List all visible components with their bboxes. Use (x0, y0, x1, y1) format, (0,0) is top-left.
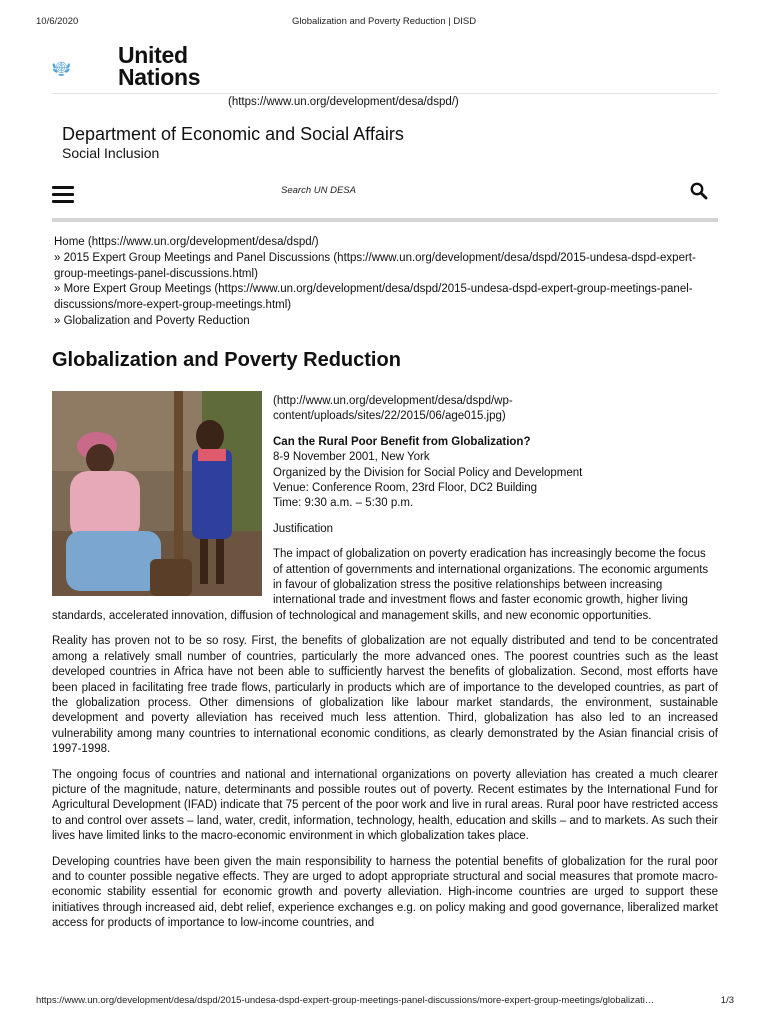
un-emblem-icon[interactable] (50, 42, 110, 92)
wordmark-line2: Nations (118, 64, 201, 90)
page-number: 1/3 (720, 995, 734, 1006)
image-spacer (52, 394, 273, 599)
print-url: https://www.un.org/development/desa/dspd/2015-undesa-dspd-expert-group-meetings-panel-discussions/more-expert-group-meetings/globalizati… (36, 995, 655, 1006)
logo-divider (52, 93, 718, 94)
paragraph-1: The impact of globalization on poverty eradication has increasingly become the focus of attention of governments and international organizations. The economic arguments in favour of globalization stress the positive relationships between increasing international trade and investment flows and faster economic growth, higher living standards, accelerated innovation, diffusion of technological and management skills, and new economic opportunities. (52, 548, 709, 622)
meeting-venue: Venue: Conference Room, 23rd Floor, DC2 Building (273, 482, 538, 495)
paragraph-3: The ongoing focus of countries and national and international organizations on poverty alleviation has created a much clearer picture of the magnitude, nature, determinants and possible routes out of poverty. Recent estimates by the International Fund for Agricultural Development (IFAD) indicate that 75 percent of the poor work and live in rural areas. Rural poor have restricted access to and control over assets – land, water, credit, information, technology, health, education and skills – and to markets. As such their lives have limited links to the macro-economic environment in which globalization takes place. (52, 768, 718, 843)
nav-bar (52, 178, 718, 220)
search-input[interactable]: Search UN DESA (281, 185, 356, 196)
breadcrumb-home[interactable]: Home (https://www.un.org/development/desa/dspd/) (54, 236, 319, 248)
paragraph-2: Reality has proven not to be so rosy. First, the benefits of globalization are not equally distributed and tend to be concentrated among a relatively small number of countries, particularly the more advanced ones. The poorest countries such as the least developed countries in Africa have not been able to sufficiently harvest the benefits of globalization. Second, most efforts have been placed in facilitating free trade flows, particularly in products which are of importance to the developed countries, as part of the globalization process. Other dimensions of globalization like labour market standards, the environment, sustainable development and poverty alleviation has received much less attention. Third, globalization has also led to an increased vulnerability among many countries to international economic conditions, as clearly demonstrated by the Asian financial crisis of 1997-1998. (52, 635, 718, 756)
justification-label: Justification (273, 522, 334, 535)
breadcrumb-2015-egm[interactable]: » 2015 Expert Group Meetings and Panel Discussions (https://www.un.org/development/desa/dspd/2015-undesa-dspd-expert-group-meetings-panel-discussions.html) (54, 251, 696, 280)
un-wordmark[interactable] (118, 44, 200, 88)
department-title[interactable]: Department of Economic and Social Affairs (62, 124, 404, 144)
paragraph-4: Developing countries have been given the main responsibility to harness the potential benefits of globalization for the rural poor and to counter possible negative effects. They are urged to adopt appropriate structural and social measures that promote macro-economic stability essential for economic growth and poverty alleviation. High-income countries are urged to support these initiatives through increased aid, debt relief, experience exchanges e.g. on policy making and good governance, liberalized market access for products of importance to low-income countries, and (52, 855, 718, 930)
nav-divider (52, 218, 718, 222)
meeting-time: Time: 9:30 a.m. – 5:30 p.m. (273, 497, 414, 510)
search-icon[interactable] (690, 182, 708, 200)
meeting-organizer: Organized by the Division for Social Policy and Development (273, 466, 583, 479)
home-link-url[interactable]: (https://www.un.org/development/desa/dspd/) (228, 96, 459, 108)
breadcrumb-more-egm[interactable]: » More Expert Group Meetings (https://www.un.org/development/desa/dspd/2015-undesa-dspd-expert-group-meetings-panel-discussions/more-expert-group-meetings.html) (54, 283, 693, 312)
breadcrumb-current: » Globalization and Poverty Reduction (54, 314, 250, 327)
page-title: Globalization and Poverty Reduction (52, 349, 401, 371)
department-subtitle[interactable]: Social Inclusion (62, 145, 160, 161)
print-title: Globalization and Poverty Reduction | DISD (291, 16, 477, 27)
print-date: 10/6/2020 (36, 16, 79, 27)
meeting-date: 8-9 November 2001, New York (273, 451, 430, 464)
menu-icon[interactable] (52, 186, 74, 204)
wordmark-line1: United (118, 42, 188, 68)
breadcrumb (54, 235, 714, 330)
image-url[interactable]: (http://www.un.org/development/desa/dspd/wp-content/uploads/sites/22/2015/06/age015.jpg) (273, 395, 513, 423)
article-heading: Can the Rural Poor Benefit from Globalization? (273, 435, 531, 448)
article-body (52, 394, 718, 942)
